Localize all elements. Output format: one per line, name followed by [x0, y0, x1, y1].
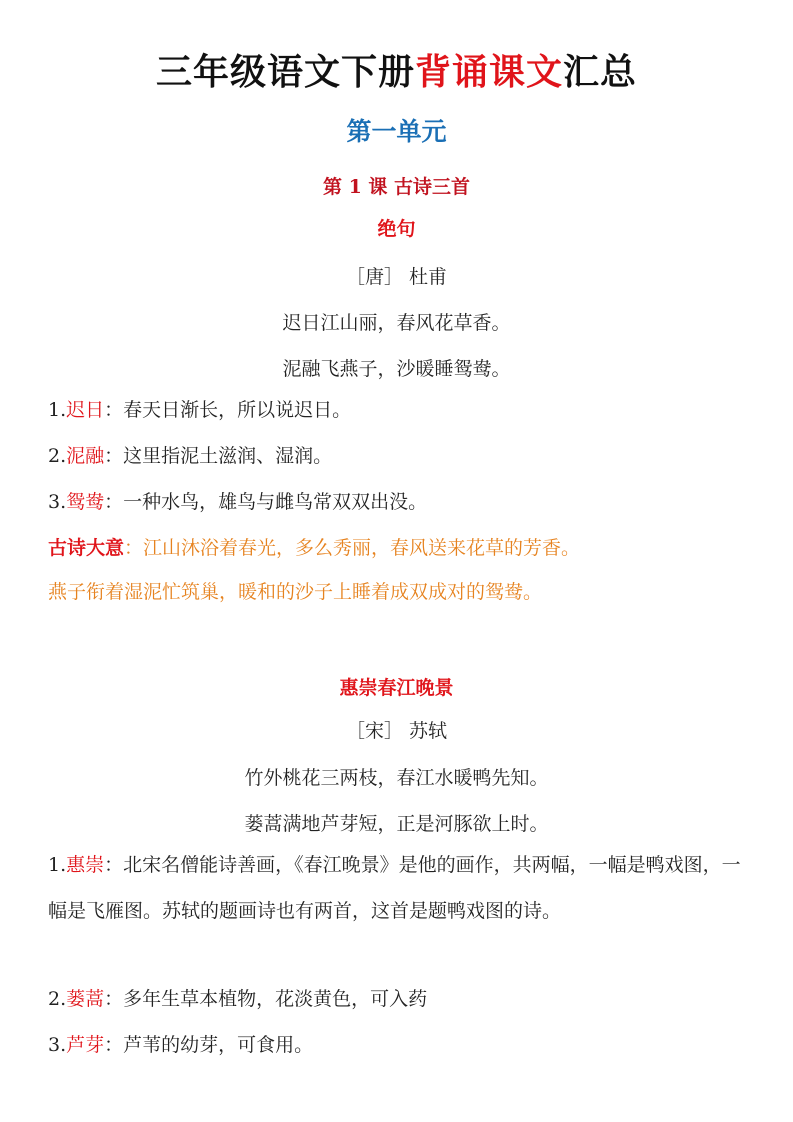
annotation-term: 迟日 — [66, 399, 105, 421]
annotation — [48, 1022, 748, 1068]
meaning-text: 江山沐浴着春光，多么秀丽，春风送来花草的芳香。 — [143, 537, 581, 559]
meaning-separator: ： — [124, 537, 144, 559]
poem-line: 竹外桃花三两枝，春江水暖鸭先知。 — [244, 767, 549, 789]
annotation — [48, 976, 748, 1022]
title-highlight: 背诵课文 — [414, 52, 563, 93]
annotation-text: ：春天日渐长，所以说迟日。 — [104, 399, 352, 421]
annotation-number: 2. — [48, 988, 67, 1010]
lesson-heading: 第 1 课 古诗三首 — [322, 176, 471, 198]
annotation-number: 3. — [48, 491, 67, 513]
document-title — [0, 44, 793, 95]
annotation-number: 1. — [48, 854, 67, 876]
annotation — [48, 433, 748, 479]
annotation-term: 蒌蒿 — [66, 988, 105, 1010]
poem-title: 绝句 — [377, 218, 416, 240]
poem-author: ［唐］ 杜甫 — [345, 266, 448, 288]
poem-title: 惠崇春江晚景 — [339, 677, 454, 699]
annotation-text: ：多年生草本植物，花淡黄色，可入药 — [104, 988, 428, 1010]
annotation-number: 2. — [48, 445, 67, 467]
annotation-term: 芦芽 — [66, 1034, 105, 1056]
annotation-text: ：北宋名僧能诗善画，《春江晚景》是他的画作，共两幅，一幅是鸭戏图，一幅是飞雁图。苏轼的题画诗也有两首，这首是题鸭戏图的诗。 — [48, 854, 741, 922]
meaning-label: 古诗大意 — [48, 537, 125, 559]
poem-meaning — [48, 525, 748, 571]
annotation-text: ：这里指泥土滋润、湿润。 — [104, 445, 333, 467]
poem-line: 蒌蒿满地芦芽短，正是河豚欲上时。 — [244, 813, 549, 835]
annotation-number: 1. — [48, 399, 67, 421]
poem-meaning-continued: 燕子衔着湿泥忙筑巢，暖和的沙子上睡着成双成对的鸳鸯。 — [48, 581, 543, 603]
poem-line: 迟日江山丽，春风花草香。 — [282, 312, 511, 334]
annotation-text: ：芦苇的幼芽，可食用。 — [104, 1034, 314, 1056]
poem-author: ［宋］ 苏轼 — [345, 720, 448, 742]
poem-line: 泥融飞燕子，沙暖睡鸳鸯。 — [282, 358, 511, 380]
annotation-number: 3. — [48, 1034, 67, 1056]
annotation-text: ：一种水鸟，雄鸟与雌鸟常双双出没。 — [104, 491, 428, 513]
title-part-1: 三年级语文下册 — [155, 52, 415, 93]
annotation-term: 惠崇 — [66, 854, 105, 876]
annotation — [48, 387, 748, 433]
annotation — [48, 842, 748, 934]
annotation-term: 鸳鸯 — [66, 491, 105, 513]
title-part-2: 汇总 — [563, 52, 638, 93]
annotation — [48, 479, 748, 525]
unit-heading: 第一单元 — [346, 117, 447, 146]
annotation-term: 泥融 — [66, 445, 105, 467]
